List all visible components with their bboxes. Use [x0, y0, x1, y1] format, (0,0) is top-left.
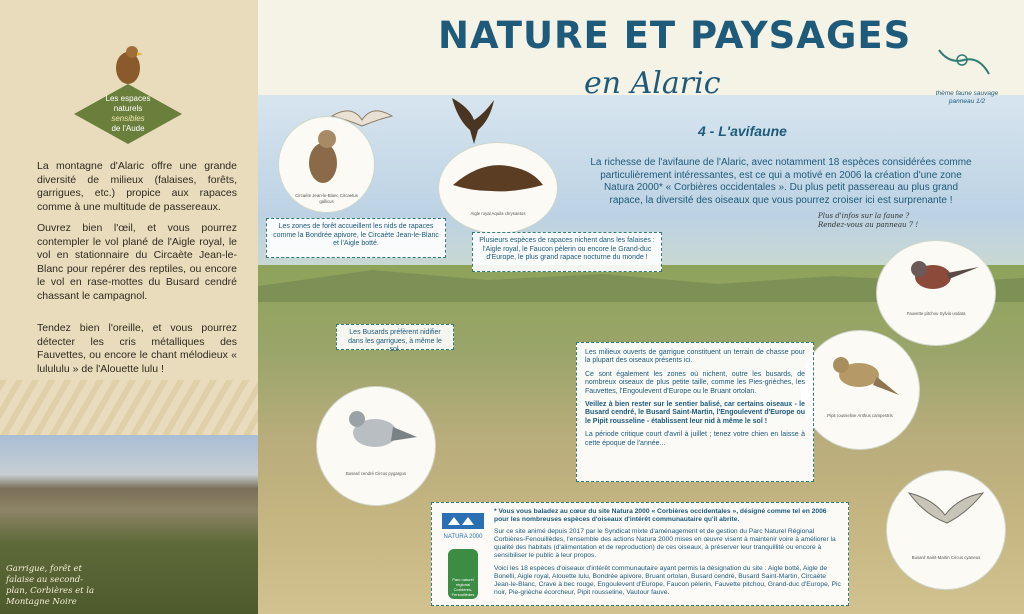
theme-label: thème faune sauvage: [935, 90, 999, 97]
sidebar-paragraph-3: Tendez bien l'oreille, et vous pourrez détecter les cris métalliques des Fauvettes, ou encore le chant mélodieux « lulululu » de l'Alouette lulu !: [37, 322, 237, 375]
natura-2000-box: [431, 502, 849, 606]
garrigue-paragraph-1: Les milieux ouverts de garrigue constituent un terrain de chasse pour la plupart des oiseaux présents ici.: [585, 349, 805, 365]
badge-line1: Les espaces: [105, 94, 151, 103]
circle-circaete: [278, 116, 375, 213]
circle-aigle-royal: [438, 142, 558, 234]
natura-logo-text: NATURA 2000: [443, 534, 483, 540]
main-panel: [258, 0, 1024, 614]
intro-text: La richesse de l'avifaune de l'Alaric, avec notamment 18 espèces considérées comme particulièrement intéressantes, est ce qui a motivé en 2006 la création d'une zone Natura 2000* « Corbières occidentales ». Du plus petit passereau au plus grand rapace, la diversité des oiseaux que vous pourrez croiser ici est surprenante !: [590, 157, 972, 206]
busard-cendre-icon: [335, 397, 419, 463]
cliffs-info-box: Plusieurs espèces de rapaces nichent dans les falaises : l'Aigle royal, le Faucon pèlerin ou encore le Grand-duc d'Europe, le plus grand rapace nocturne du monde !: [472, 232, 662, 272]
lizard-icon: [934, 42, 994, 82]
circaete-icon: [295, 125, 355, 189]
circle-fauvette: [876, 240, 996, 346]
circle-busard-cendre: [316, 386, 436, 506]
natura-2000-logo-icon: [440, 511, 486, 541]
park-logo-icon: [448, 549, 478, 599]
flying-eagle-icon: [448, 92, 498, 144]
garrigue-paragraph-3: Veillez à bien rester sur le sentier balisé, car certains oiseaux - le Busard cendré, le Busard Saint-Martin, l'Engoulevent d'Europe ou le Pipit rousseline - établissent leur nid à même le sol !: [585, 401, 805, 425]
garrigue-paragraph-4: La période critique court d'avril à juillet ; tenez votre chien en laisse à cette époque de l'année...: [585, 431, 805, 447]
fauvette-icon: [897, 249, 983, 303]
section-title: 4 - L'avifaune: [698, 123, 787, 139]
aigle-royal-icon: [447, 149, 547, 209]
sidebar: [0, 0, 258, 614]
caption-fauvette: Fauvette pitchou Sylvia undata: [906, 311, 966, 316]
page-title: NATURE ET PAYSAGES: [438, 14, 912, 57]
busard-saint-martin-icon: [903, 479, 989, 549]
natura-paragraph-2: Sur ce site animé depuis 2017 par le Syndicat mixte d'aménagement et de gestion du Parc Naturel Régional Corbières-Fenouillèdes, l'ensemble des actions Natura 2000 mises en œuvre visent à maintenir voire à améliorer la qualité des habitats (d'alimentation et de reproduction) de ces oiseaux, à préserver leur tranquillité ou encore à sensibiliser le public à leur propos.: [494, 528, 836, 560]
decorative-stripes: [0, 380, 258, 435]
garrigue-paragraph-2: Ce sont également les zones où nichent, outre les busards, de nombreux oiseaux de plus petite taille, comme les Pies-grièches, les Fauvettes, l'Engoulevent d'Europe ou le Bruant ortolan.: [585, 370, 805, 395]
forest-info-box: Les zones de forêt accueillent les nids de rapaces comme la Bondrée apivore, le Circaète Jean-le-Blanc et l'Aigle botté.: [266, 218, 446, 258]
busards-info-box: Les Busards préfèrent nidifier dans les garrigues, à même le sol.: [336, 324, 454, 350]
natura-paragraph-1: * Vous vous baladez au cœur du site Natura 2000 « Corbières occidentales », désigné comme tel en 2006 pour les nombreuses espèces d'oiseaux d'intérêt communautaire qu'il abrite.: [494, 508, 827, 524]
caption-busard-saint-martin: Busard Saint-Martin Circus cyaneus: [911, 555, 981, 560]
caption-busard-cendre: Busard cendré Circus pygargus: [345, 471, 407, 476]
more-info-speech: Plus d'infos sur la faune ? Rendez-vous au panneau 7 !: [818, 212, 919, 229]
badge-line3: sensibles: [111, 114, 145, 123]
badge-line4: de l'Aude: [111, 124, 145, 133]
sidebar-paragraph-1: La montagne d'Alaric offre une grande diversité de milieux (falaises, forêts, garrigues, etc.) propice aux rapaces comme à une multitude de passereaux.: [37, 160, 237, 213]
page-subtitle: en Alaric: [584, 66, 721, 101]
caption-circaete: Circaète Jean-le-Blanc Circaetus gallicus: [295, 193, 358, 204]
caption-pipit: Pipit rousseline Anthus campestris: [827, 413, 893, 418]
espaces-naturels-badge: [62, 44, 194, 154]
park-logo-text: Parc naturel régional Corbières-Fenouillèdes: [451, 577, 475, 597]
eagle-icon: [104, 44, 152, 88]
panel-label: panneau 1/2: [948, 98, 986, 105]
landscape-photo: [0, 435, 258, 614]
natura-text: [494, 508, 842, 601]
natura-paragraph-3: Voici les 18 espèces d'oiseaux d'intérêt communautaire ayant permis la désignation du site : Aigle botté, Aigle de Bonelli, Aigle royal, Alouette lulu, Bondrée apivore, Bruant ortolan, Busard cendré, Busard Saint-Martin, Circaète Jean-le-Blanc, Crave à bec rouge, Engoulevent d'Europe, Faucon pèlerin, Fauvette pitchou, Grand-duc d'Europe, Pic noir, Pie-grièche écorcheur, Pipit rousseline, Vautour fauve.: [494, 564, 841, 596]
circle-busard-saint-martin: [886, 470, 1006, 590]
sidebar-paragraph-2: Ouvrez bien l'œil, et vous pourrez contempler le vol plané de l'Aigle royal, le vol en stationnaire du Circaète Jean-le-Blanc pour repérer des reptiles, ou encore le vol en rase-mottes du Busard cendré chassant le campagnol.: [37, 222, 237, 302]
pipit-icon: [821, 343, 901, 405]
circle-pipit: [800, 330, 920, 450]
photo-caption: Garrigue, forêt et falaise au second-plan, Corbières et la Montagne Noire: [6, 564, 95, 607]
caption-aigle-royal: Aigle royal Aquila chrysaetos: [470, 211, 526, 216]
garrigue-info-box: [576, 342, 814, 482]
badge-line2: naturels: [113, 104, 143, 113]
